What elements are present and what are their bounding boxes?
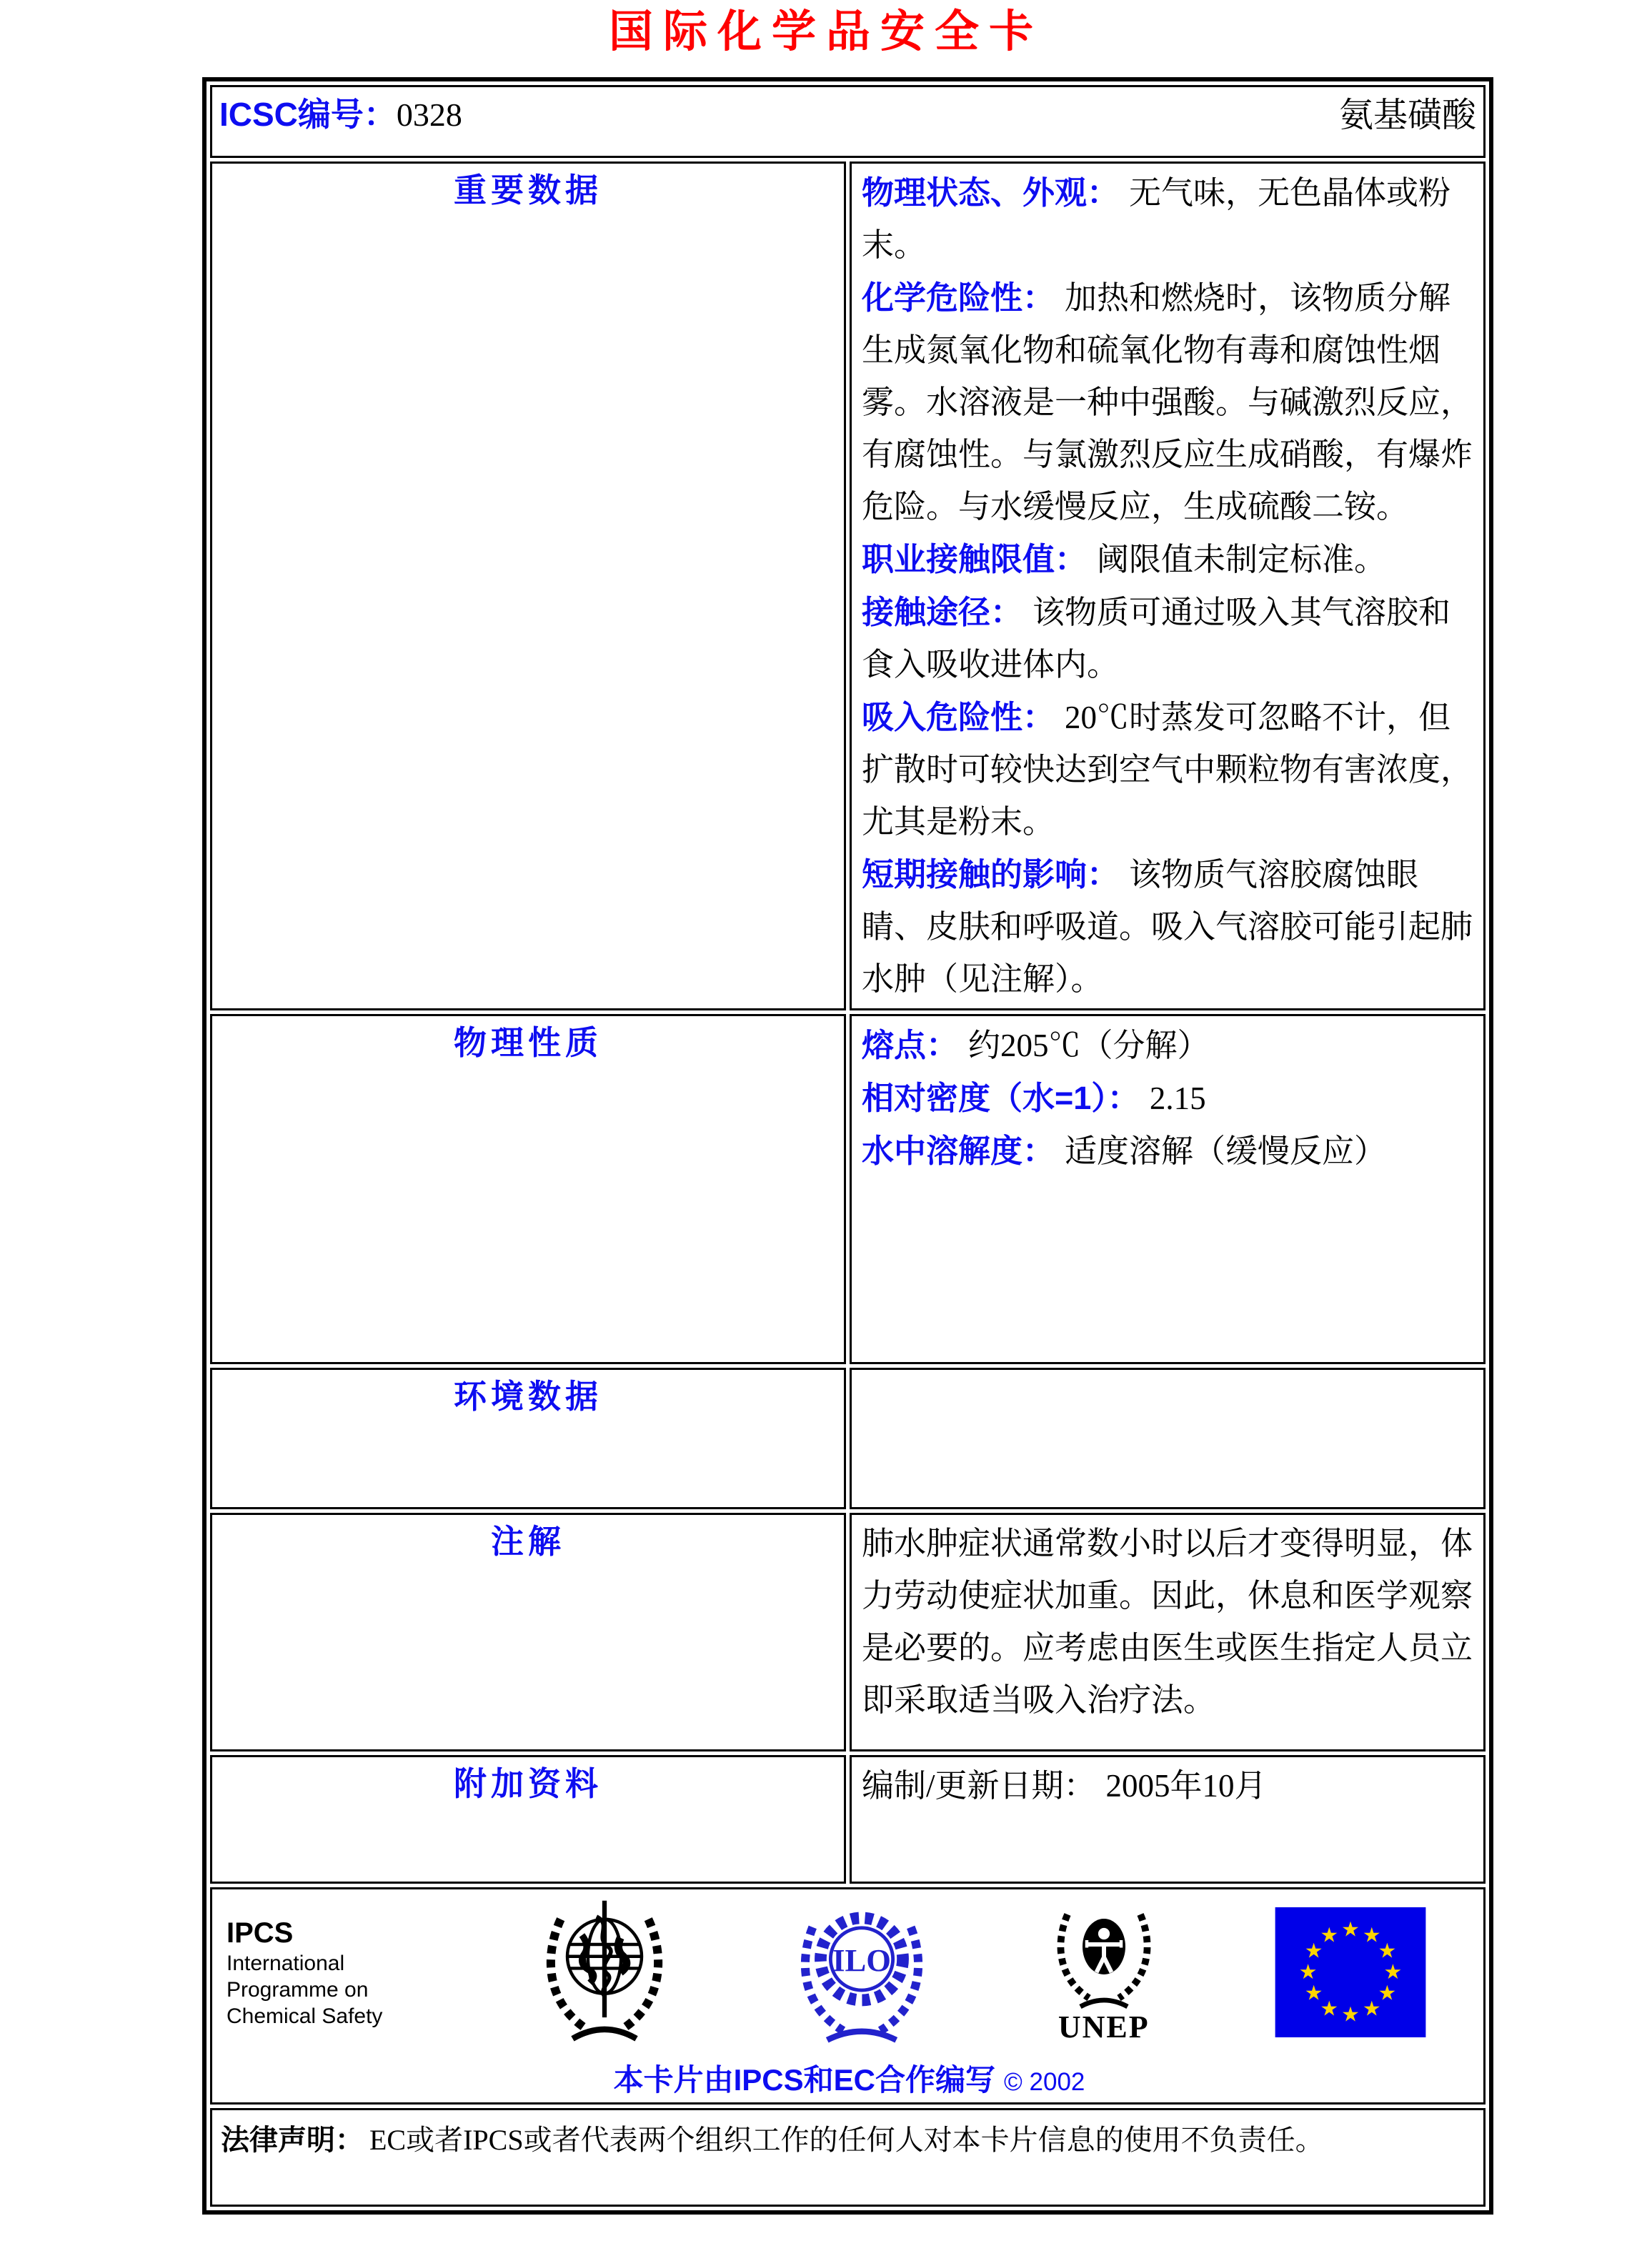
icsc-table <box>202 77 1493 2215</box>
environmental-data-content <box>850 1368 1486 1509</box>
additional-info-row <box>210 1755 1486 1884</box>
ipcs-title: IPCS <box>227 1917 294 1949</box>
physical-properties-label: 物理性质 <box>210 1014 846 1364</box>
important-data-label: 重要数据 <box>210 162 846 1010</box>
eu-star-icon: ★ <box>1341 1917 1360 1942</box>
field-water-solubility: 水中溶解度： 适度溶解（缓慢反应） <box>862 1133 1387 1169</box>
eu-star-icon: ★ <box>1362 1922 1381 1947</box>
field-melting-point: 熔点： 约205℃（分解） <box>862 1027 1210 1063</box>
footer-caption <box>222 2057 1476 2100</box>
field-inhalation-risk: 吸入危险性： 20℃时蒸发可忽略不计，但扩散时可较快达到空气中颗粒物有害浓度，尤其是粉末。 <box>862 699 1473 840</box>
eu-star-icon: ★ <box>1378 1980 1397 2005</box>
icsc-number-label: ICSC编号： <box>219 95 397 133</box>
legal-text: EC或者IPCS或者代表两个组织工作的任何人对本卡片信息的使用不负责任。 <box>369 2124 1324 2156</box>
eu-star-icon: ★ <box>1383 1959 1403 1984</box>
field-update-date: 编制/更新日期： 2005年10月 <box>862 1768 1267 1804</box>
important-data-content <box>850 162 1486 1010</box>
legal-label: 法律声明： <box>221 2125 364 2156</box>
notes-content <box>850 1513 1486 1751</box>
unep-label: UNEP <box>1058 2009 1150 2044</box>
eu-star-icon: ★ <box>1320 1922 1339 1947</box>
environmental-data-row <box>210 1368 1486 1509</box>
eu-flag-icon <box>1275 1907 1426 2037</box>
chemical-name: 氨基磺酸 <box>1338 96 1476 134</box>
footer-cell <box>210 1887 1486 2105</box>
field-exposure-routes: 接触途径： 该物质可通过吸入其气溶胶和食入吸收进体内。 <box>862 594 1451 682</box>
field-notes-text: 肺水肿症状通常数小时以后才变得明显，体力劳动使症状加重。因此，休息和医学观察是必要的。应考虑由医生或医生指定人员立即采取适当吸入治疗法。 <box>862 1526 1473 1718</box>
legal-cell <box>210 2108 1486 2207</box>
additional-info-content <box>850 1755 1486 1884</box>
logo-strip <box>222 1895 1476 2047</box>
physical-properties-content <box>850 1014 1486 1364</box>
field-occupational-limit: 职业接触限值： 阈限值未制定标准。 <box>862 541 1387 577</box>
field-short-term-effects: 短期接触的影响： 该物质气溶胶腐蚀眼睛、皮肤和呼吸道。吸入气溶胶可能引起肺水肿（见注解）。 <box>862 856 1473 997</box>
field-physical-state: 物理状态、外观： 无气味，无色晶体或粉末。 <box>862 174 1451 263</box>
ilo-logo-icon <box>790 1898 933 2047</box>
icsc-number-value: 0328 <box>396 96 462 133</box>
header-cell <box>210 85 1486 158</box>
unep-logo-icon <box>1050 1900 1158 2045</box>
additional-info-label: 附加资料 <box>210 1755 846 1884</box>
eu-star-icon: ★ <box>1298 1959 1318 1984</box>
eu-star-icon: ★ <box>1341 2002 1360 2027</box>
physical-properties-row <box>210 1014 1486 1364</box>
ipcs-subtitle-line3: Chemical Safety <box>227 2004 383 2028</box>
icsc-number-group <box>219 89 462 136</box>
caption-text: 本卡片由IPCS和EC合作编写 <box>613 2063 995 2097</box>
notes-label: 注解 <box>210 1513 846 1751</box>
eu-star-icon: ★ <box>1304 1938 1323 1963</box>
page-title: 国际化学品安全卡 <box>608 7 1043 56</box>
eu-star-icon: ★ <box>1378 1938 1397 1963</box>
footer-row <box>210 1887 1486 2105</box>
header-row <box>210 85 1486 158</box>
legal-row <box>210 2108 1486 2207</box>
caption-copyright: © 2002 <box>1004 2068 1085 2096</box>
environmental-data-label: 环境数据 <box>210 1368 846 1509</box>
ipcs-subtitle-line1: International <box>227 1951 345 1975</box>
eu-star-icon: ★ <box>1304 1980 1323 2005</box>
eu-star-icon: ★ <box>1320 1996 1339 2021</box>
field-relative-density: 相对密度（水=1）： 2.15 <box>862 1080 1206 1116</box>
ipcs-subtitle-line2: Programme on <box>227 1977 369 2002</box>
who-logo-icon <box>537 1898 672 2047</box>
eu-star-icon: ★ <box>1362 1996 1381 2021</box>
ilo-letters: ILO <box>832 1942 891 1979</box>
important-data-row <box>210 162 1486 1010</box>
field-chemical-danger: 化学危险性： 加热和燃烧时，该物质分解生成氮氧化物和硫氧化物有毒和腐蚀性烟雾。水溶液是一种中强酸。与碱激烈反应，有腐蚀性。与氯激烈反应生成硝酸，有爆炸危险。与水缓慢反应，生成硫酸二铵。 <box>862 279 1473 525</box>
notes-row <box>210 1513 1486 1751</box>
ipcs-text-block <box>227 1916 419 2029</box>
